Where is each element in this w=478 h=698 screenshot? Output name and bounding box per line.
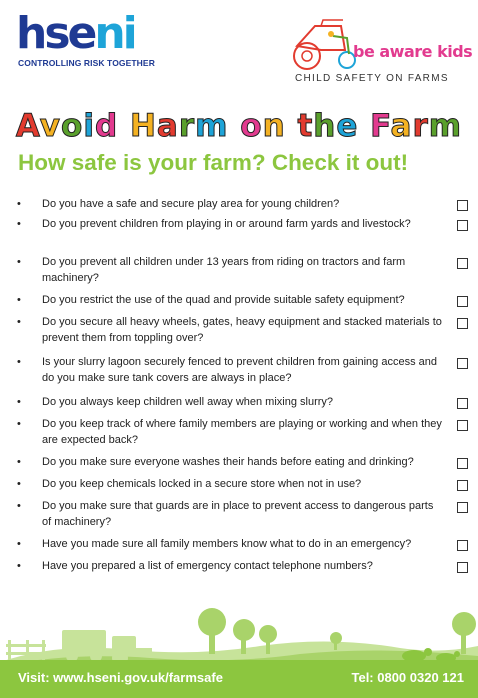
bullet-icon: • xyxy=(17,418,21,430)
checkbox[interactable] xyxy=(457,220,468,231)
be-aware-kids-logo xyxy=(285,16,473,92)
bullet-icon: • xyxy=(17,356,21,368)
telephone-number[interactable]: Tel: 0800 0320 121 xyxy=(351,670,464,685)
bullet-icon: • xyxy=(17,198,21,210)
title-banner xyxy=(0,104,478,148)
checkbox[interactable] xyxy=(457,458,468,469)
checklist-question: Do you always keep children well away when mixing slurry? xyxy=(42,396,334,408)
checkbox[interactable] xyxy=(457,420,468,431)
header xyxy=(0,0,478,100)
website-link[interactable]: Visit: www.hseni.gov.uk/farmsafe xyxy=(18,670,223,685)
checklist-item xyxy=(0,417,478,453)
bullet-icon: • xyxy=(17,456,21,468)
checklist-item xyxy=(0,197,478,215)
checklist-question: Do you keep track of where family members are playing or working and when they are expected back? xyxy=(42,418,442,446)
checkbox[interactable] xyxy=(457,318,468,329)
hseni-wordmark: hseni xyxy=(16,8,135,59)
checklist-item xyxy=(0,477,478,497)
checklist-item xyxy=(0,455,478,475)
checkbox[interactable] xyxy=(457,200,468,211)
bullet-icon: • xyxy=(17,538,21,550)
footer xyxy=(0,590,478,698)
checklist-question: Is your slurry lagoon securely fenced to prevent children from gaining access and do you make sure tank covers are always in place? xyxy=(42,356,437,384)
checklist-item xyxy=(0,293,478,313)
bullet-icon: • xyxy=(17,294,21,306)
checklist-item xyxy=(0,315,478,353)
bullet-icon: • xyxy=(17,478,21,490)
checklist-item xyxy=(0,255,478,291)
checklist-item xyxy=(0,355,478,393)
checklist-question: Do you keep chemicals locked in a secure store when not in use? xyxy=(42,478,362,490)
bullet-icon: • xyxy=(17,218,21,230)
checkbox[interactable] xyxy=(457,562,468,573)
checklist-item xyxy=(0,559,478,579)
checkbox[interactable] xyxy=(457,398,468,409)
checklist-question: Do you secure all heavy wheels, gates, heavy equipment and stacked materials to prevent them from toppling over? xyxy=(42,316,442,344)
checkbox[interactable] xyxy=(457,502,468,513)
hseni-logo[interactable] xyxy=(16,8,155,70)
checklist-question: Do you restrict the use of the quad and provide suitable safety equipment? xyxy=(42,294,405,306)
checkbox[interactable] xyxy=(457,258,468,269)
page-title: Avoid Harm on the Farm xyxy=(15,108,463,144)
bullet-icon: • xyxy=(17,500,21,512)
bullet-icon: • xyxy=(17,316,21,328)
checklist-question: Do you prevent children from playing in or around farm yards and livestock? xyxy=(42,218,411,230)
checkbox[interactable] xyxy=(457,480,468,491)
checkbox[interactable] xyxy=(457,358,468,369)
checklist-item xyxy=(0,395,478,415)
bullet-icon: • xyxy=(17,256,21,268)
checklist-question: Do you have a safe and secure play area for young children? xyxy=(42,198,340,210)
checklist-question: Do you make sure everyone washes their hands before eating and drinking? xyxy=(42,456,414,468)
hseni-tagline: CONTROLLING RISK TOGETHER xyxy=(18,58,155,68)
checkbox[interactable] xyxy=(457,296,468,307)
checkbox[interactable] xyxy=(457,540,468,551)
bullet-icon: • xyxy=(17,396,21,408)
be-aware-kids-wordmark: be aware kids xyxy=(353,42,473,61)
checklist-question: Do you make sure that guards are in place to prevent access to dangerous parts of machinery? xyxy=(42,500,434,528)
campaign-subtitle: CHILD SAFETY ON FARMS xyxy=(295,73,449,84)
page-subtitle: How safe is your farm? Check it out! xyxy=(18,150,409,175)
checklist-item xyxy=(0,537,478,557)
checklist-item xyxy=(0,217,478,253)
bullet-icon: • xyxy=(17,560,21,572)
checklist-question: Have you made sure all family members know what to do in an emergency? xyxy=(42,538,412,550)
checklist-question: Have you prepared a list of emergency contact telephone numbers? xyxy=(42,560,373,572)
checklist-item xyxy=(0,499,478,535)
checklist-question: Do you prevent all children under 13 years from riding on tractors and farm machinery? xyxy=(42,256,406,284)
